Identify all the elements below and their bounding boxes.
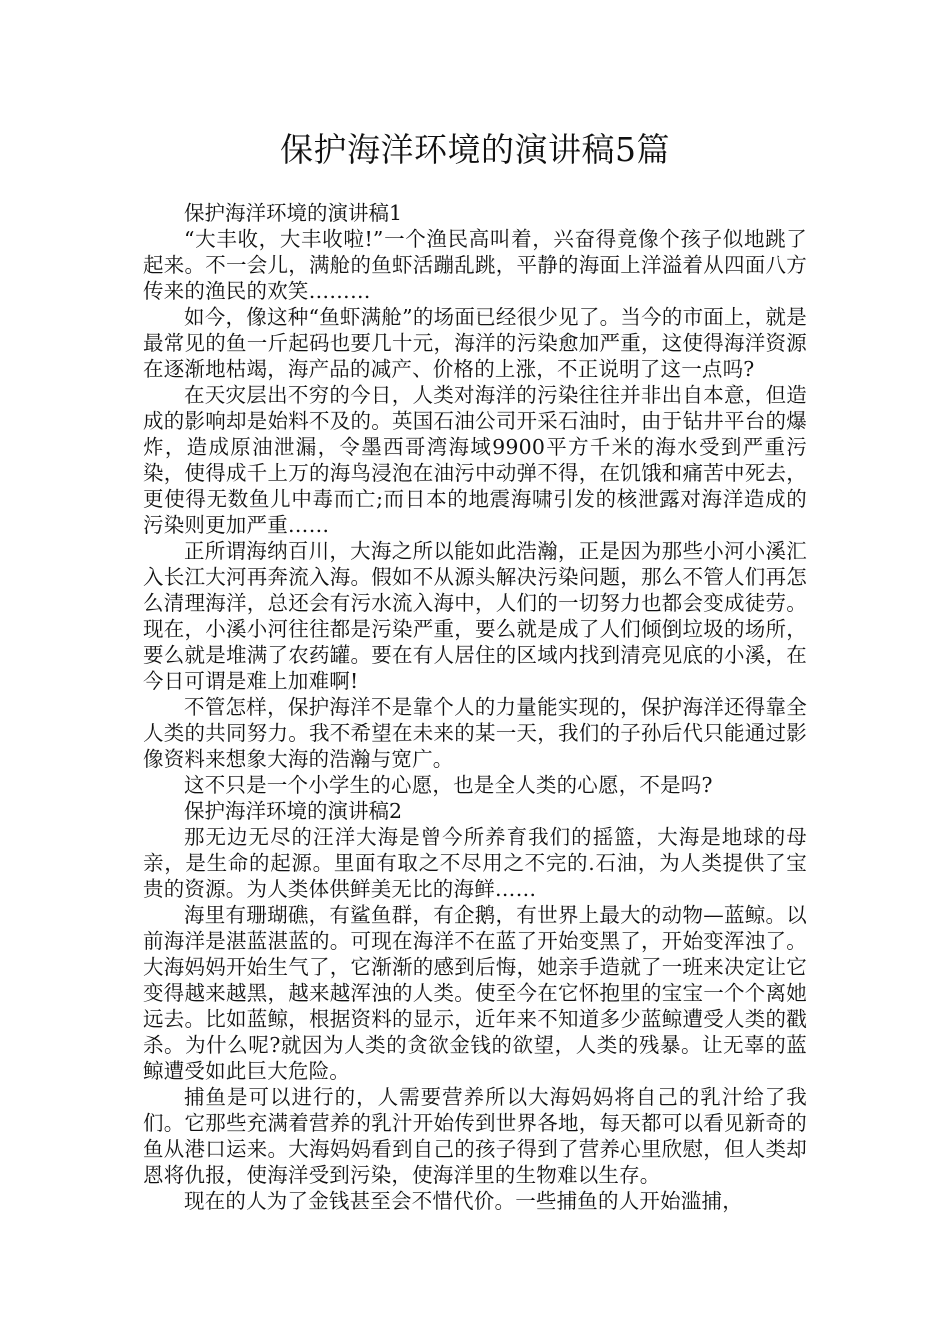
paragraph: 不管怎样，保护海洋不是靠个人的力量能实现的，保护海洋还得靠全人类的共同努力。我不希望在未来的某一天，我们的子孙后代只能通过影像资料来想象大海的浩瀚与宽广。 [143,695,807,771]
paragraph: 那无边无尽的汪洋大海是曾今所养育我们的摇篮，大海是地球的母亲，是生命的起源。里面有取之不尽用之不完的.石油，为人类提供了宝贵的资源。为人类体供鲜美无比的海鲜…… [143,825,807,901]
paragraph: 如今，像这种“鱼虾满舱”的场面已经很少见了。当今的市面上，就是最常见的鱼一斤起码也要几十元，海洋的污染愈加严重，这使得海洋资源在逐渐地枯竭，海产品的减产、价格的上涨，不正说明了这一点吗? [143,305,807,381]
paragraph: 这不只是一个小学生的心愿，也是全人类的心愿，不是吗? [184,773,713,797]
paragraph: “大丰收，大丰收啦!”一个渔民高叫着，兴奋得竟像个孩子似地跳了起来。不一会儿，满舱的鱼虾活蹦乱跳，平静的海面上洋溢着从四面八方传来的渔民的欢笑……… [143,227,807,303]
paragraph: 捕鱼是可以进行的，人需要营养所以大海妈妈将自己的乳汁给了我们。它那些充满着营养的乳汁开始传到世界各地，每天都可以看见新奇的鱼从港口运来。大海妈妈看到自己的孩子得到了营养心里欣慰，但人类却恩将仇报，使海洋受到污染，使海洋里的生物难以生存。 [143,1085,807,1187]
paragraph: 现在的人为了金钱甚至会不惜代价。一些捕鱼的人开始滥捕， [184,1189,743,1213]
document-body [143,200,807,1214]
paragraph: 在天灾层出不穷的今日，人类对海洋的污染往往并非出自本意，但造成的影响却是始料不及的。英国石油公司开采石油时，由于钻井平台的爆炸，造成原油泄漏，令墨西哥湾海域9900平方千米的海水受到严重污染，使得成千上万的海鸟浸泡在油污中动弹不得，在饥饿和痛苦中死去，更使得无数鱼儿中毒而亡;而日本的地震海啸引发的核泄露对海洋造成的污染则更加严重…… [143,383,807,537]
document-title: 保护海洋环境的演讲稿5篇 [280,130,670,169]
section-heading: 保护海洋环境的演讲稿1 [184,201,403,225]
paragraph: 正所谓海纳百川，大海之所以能如此浩瀚，正是因为那些小河小溪汇入长江大河再奔流入海。假如不从源头解决污染问题，那么不管人们再怎么清理海洋，总还会有污水流入海中，人们的一切努力也都会变成徒劳。现在，小溪小河往往都是污染严重，要么就是成了人们倾倒垃圾的场所，要么就是堆满了农药罐。要在有人居住的区域内找到清亮见底的小溪，在今日可谓是难上加难啊! [143,539,807,693]
section-heading: 保护海洋环境的演讲稿2 [184,799,403,823]
paragraph: 海里有珊瑚礁，有鲨鱼群，有企鹅，有世界上最大的动物—蓝鲸。以前海洋是湛蓝湛蓝的。可现在海洋不在蓝了开始变黑了，开始变浑浊了。大海妈妈开始生气了，它渐渐的感到后悔，她亲手造就了一班来决定让它变得越来越黑，越来越浑浊的人类。使至今在它怀抱里的宝宝一个个离她远去。比如蓝鲸，根据资料的显示，近年来不知道多少蓝鲸遭受人类的戳杀。为什么呢?就因为人类的贪欲金钱的欲望，人类的残暴。让无辜的蓝鲸遭受如此巨大危险。 [143,903,807,1083]
